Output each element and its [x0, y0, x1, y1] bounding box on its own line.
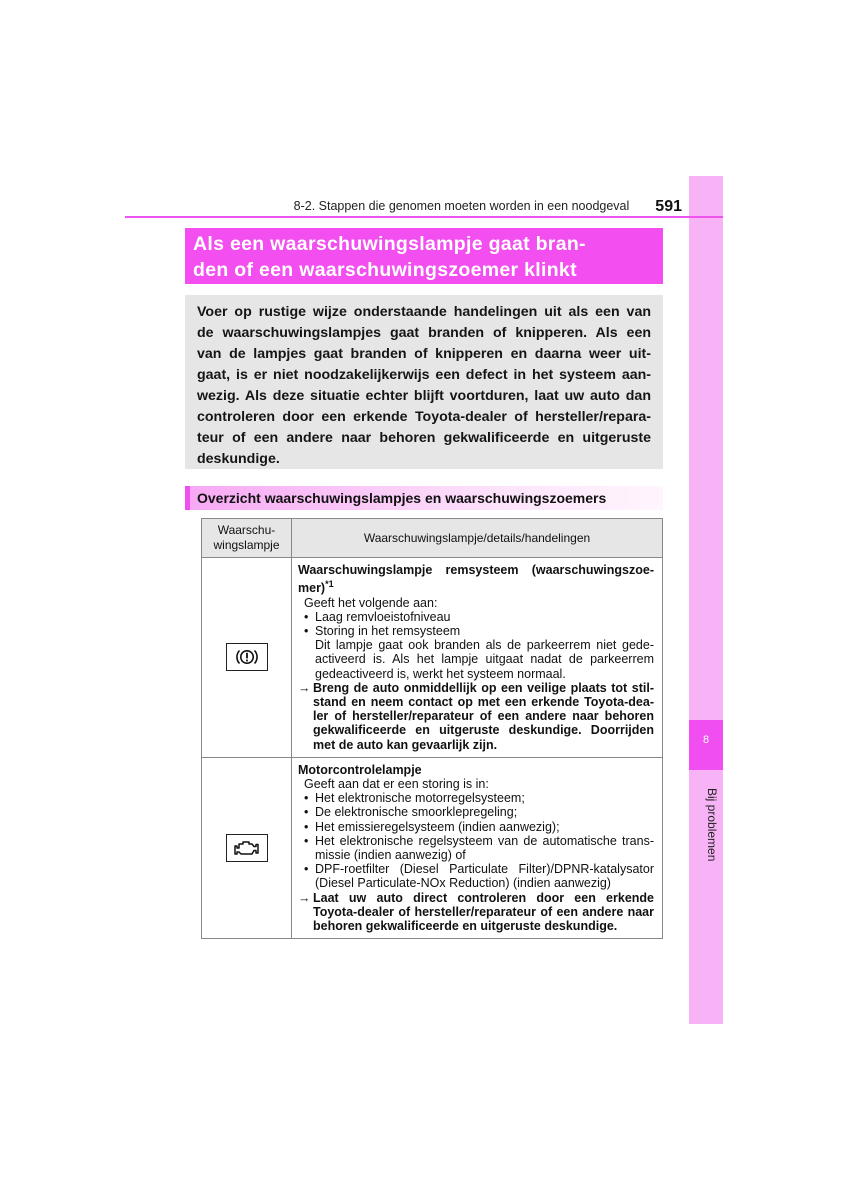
- intro-line: van de lampjes gaat branden of knipperen en daarna weer uit-: [197, 346, 651, 362]
- row-title-text: mer): [298, 581, 326, 596]
- action-line: gekwalificeerde en uitgeruste deskundige. Doorrijden: [313, 723, 654, 738]
- note-line: gedeactiveerd is, werkt het systeem normaal.: [315, 666, 566, 681]
- arrow-right-icon: →: [298, 680, 311, 695]
- header-line: Waarschu-: [217, 523, 276, 537]
- header-line: wingslampje: [213, 538, 280, 552]
- action-line: stand en neem contact op met een erkende Toyota-dea-: [313, 694, 654, 709]
- intro-line: controleren door een erkende Toyota-dealer of hersteller/repara-: [197, 409, 651, 425]
- bullet-item: • Storing in het remsysteem: [298, 624, 654, 638]
- details-cell: [292, 558, 663, 758]
- action-text: Laat uw auto direct controleren door een erkende: [313, 890, 654, 905]
- intro-line: de waarschuwingslampjes gaat branden of knipperen. Als een: [197, 325, 651, 341]
- table-row: [202, 558, 663, 758]
- action-line: ler of hersteller/reparateur of een andere naar behoren: [313, 709, 654, 724]
- row-title: Waarschuwingslampje remsysteem (waarschuwingszoe-: [298, 563, 654, 577]
- action-line: behoren gekwalificeerde en uitgeruste deskundige.: [313, 919, 618, 934]
- column-header-light: [202, 519, 292, 558]
- bullet-cont: missie (indien aanwezig) of: [315, 848, 466, 863]
- title-line: den of een waarschuwingszoemer klinkt: [193, 259, 577, 281]
- footnote-mark: *1: [325, 579, 334, 590]
- warning-lights-table: [201, 518, 663, 939]
- section-subheading: Overzicht waarschuwingslampjes en waarschuwingszoemers: [185, 486, 663, 510]
- row-intro: Geeft aan dat er een storing is in:: [304, 777, 489, 791]
- intro-line: Voer op rustige wijze onderstaande handelingen uit als een van: [197, 304, 651, 320]
- intro-line: wezig. Als deze situatie echter blijft voortduren, laat uw auto dan: [197, 388, 651, 404]
- page-number: 591: [655, 198, 682, 215]
- section-title: 8-2. Stappen die genomen moeten worden in een noodgeval: [293, 199, 630, 213]
- action-text: Breng de auto onmiddellijk op een veilige plaats tot stil-: [313, 680, 654, 695]
- details-cell: [292, 757, 663, 938]
- intro-paragraph: [185, 295, 663, 469]
- bullet-item: • Laag remvloeistofniveau: [298, 610, 654, 624]
- title-line: Als een waarschuwingslampje gaat bran-: [193, 233, 586, 255]
- bullet-cont: (Diesel Particulate-NOx Reduction) (indien aanwezig): [315, 876, 611, 891]
- bullet-item: • Het elektronische regelsysteem van de automatische trans-: [298, 834, 654, 848]
- engine-check-icon: [226, 834, 268, 862]
- note-line: Dit lampje gaat ook branden als de parkeerrem niet gede-: [315, 638, 654, 653]
- table-header-row: [202, 519, 663, 558]
- column-header-details: Waarschuwingslampje/details/handelingen: [292, 519, 663, 558]
- page-title: [185, 228, 663, 284]
- chapter-label: Bij problemen: [705, 788, 719, 862]
- brake-warning-icon: [226, 643, 268, 671]
- note-line: activeerd is. Als het lampje uitgaat nadat de parkeerrem: [315, 652, 654, 667]
- action-line: met de auto kan gevaarlijk zijn.: [313, 737, 498, 752]
- row-title-cont: [298, 577, 654, 595]
- intro-line: gaat, is er niet noodzakelijkerwijs een defect in het systeem aan-: [197, 367, 651, 383]
- page-header: [125, 192, 682, 216]
- arrow-right-icon: →: [298, 890, 311, 905]
- bullet-item: • DPF-roetfilter (Diesel Particulate Filter)/DPNR-katalysator: [298, 862, 654, 876]
- side-tab: [689, 176, 723, 1024]
- icon-cell: [202, 757, 292, 938]
- row-title: Motorcontrolelampje: [298, 762, 422, 777]
- icon-cell: [202, 558, 292, 758]
- bullet-item: • De elektronische smoorklepregeling;: [298, 805, 654, 819]
- chapter-number: 8: [689, 720, 723, 770]
- action-line: Toyota-dealer of hersteller/reparateur of een andere naar: [313, 904, 654, 919]
- intro-line: deskundige.: [197, 451, 280, 467]
- action-line: [298, 891, 654, 905]
- table-row: [202, 757, 663, 938]
- row-intro: Geeft het volgende aan:: [304, 595, 438, 610]
- intro-line: teur of een andere naar behoren gekwalificeerde en uitgeruste: [197, 430, 651, 446]
- header-rule: [125, 216, 723, 218]
- bullet-item: • Het elektronische motorregelsysteem;: [298, 791, 654, 805]
- action-line: [298, 681, 654, 695]
- bullet-item: • Het emissieregelsysteem (indien aanwezig);: [298, 820, 654, 834]
